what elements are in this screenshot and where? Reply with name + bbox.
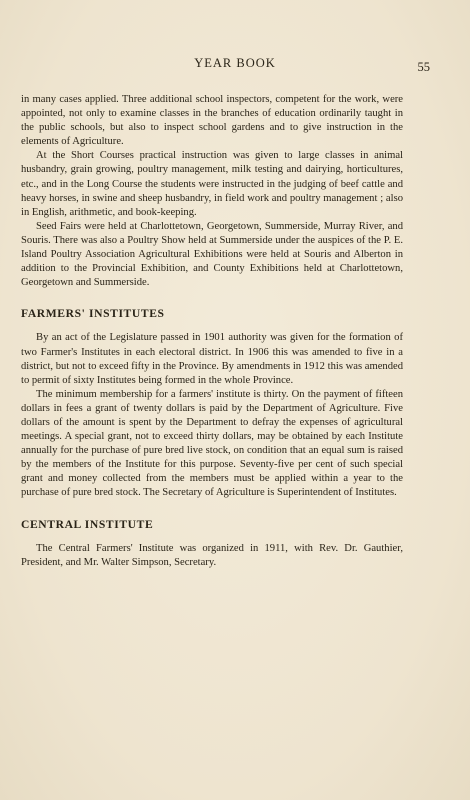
section-heading-farmers-institutes: FARMERS' INSTITUTES [21, 307, 165, 321]
running-head: YEAR BOOK [194, 56, 276, 70]
paragraph-minimum-membership: The minimum membership for a farmers' institute is thirty. On the payment of fifteen dollars in fees a grant of twenty dollars is paid by the Department of Agriculture. Five dollars of the amount is spent by the Department to defray the expenses of agricultural meetings. A special grant, not to exceed thirty dollars, may be obtained by each Institute annually for the purchase of pure bred live stock, on condition that an equal sum is raised by the members of the Institute for this purpose. Seventy-five per cent of such special grant and money collected from the members must be applied within a year to the purchase of pure bred stock. The Secretary of Agriculture is Superintendent of Institutes. [21, 388, 403, 499]
page-number: 55 [417, 60, 430, 74]
paragraph-central-institute: The Central Farmers' Institute was organized in 1911, with Rev. Dr. Gauthier, President, and Mr. Walter Simpson, Secretary. [21, 542, 403, 568]
paragraph-legislature-act: By an act of the Legislature passed in 1901 authority was given for the formation of two Farmer's Institutes in each electoral district. In 1906 this was amended to five in a district, but not to exceed fifty in the Province. By amendments in 1912 this was amended to permit of sixty Institutes being formed in the whole Province. [21, 332, 403, 386]
body-text [21, 93, 403, 570]
paragraph-seed-fairs: Seed Fairs were held at Charlottetown, Georgetown, Summerside, Murray River, and Souris. There was also a Poultry Show held at Summerside under the auspices of the P. E. Island Poultry Association Agricultural Exhibitions were held at Souris and Alberton in addition to the Provincial Exhibition, and County Exhibitions held at Charlottetown, Georgetown and Summerside. [21, 220, 403, 289]
section-heading-central-institute: CENTRAL INSTITUTE [21, 517, 154, 531]
paragraph-short-courses: At the Short Courses practical instruction was given to large classes in animal husbandry, grain growing, poultry management, milk testing and dairying, horticultures, etc., and in the Long Course the students were instructed in the judging of beef cattle and heavy horses, in swine and sheep husbandry, in field work and poultry management ; also in English, arithmetic, and book-keeping. [21, 150, 403, 218]
paragraph-school-inspectors: in many cases applied. Three additional school inspectors, competent for the work, were appointed, not only to examine classes in the branches of education ordinarily taught in the public schools, but also to inspect school gardens and to give instruction in the elements of Agriculture. [21, 94, 403, 148]
